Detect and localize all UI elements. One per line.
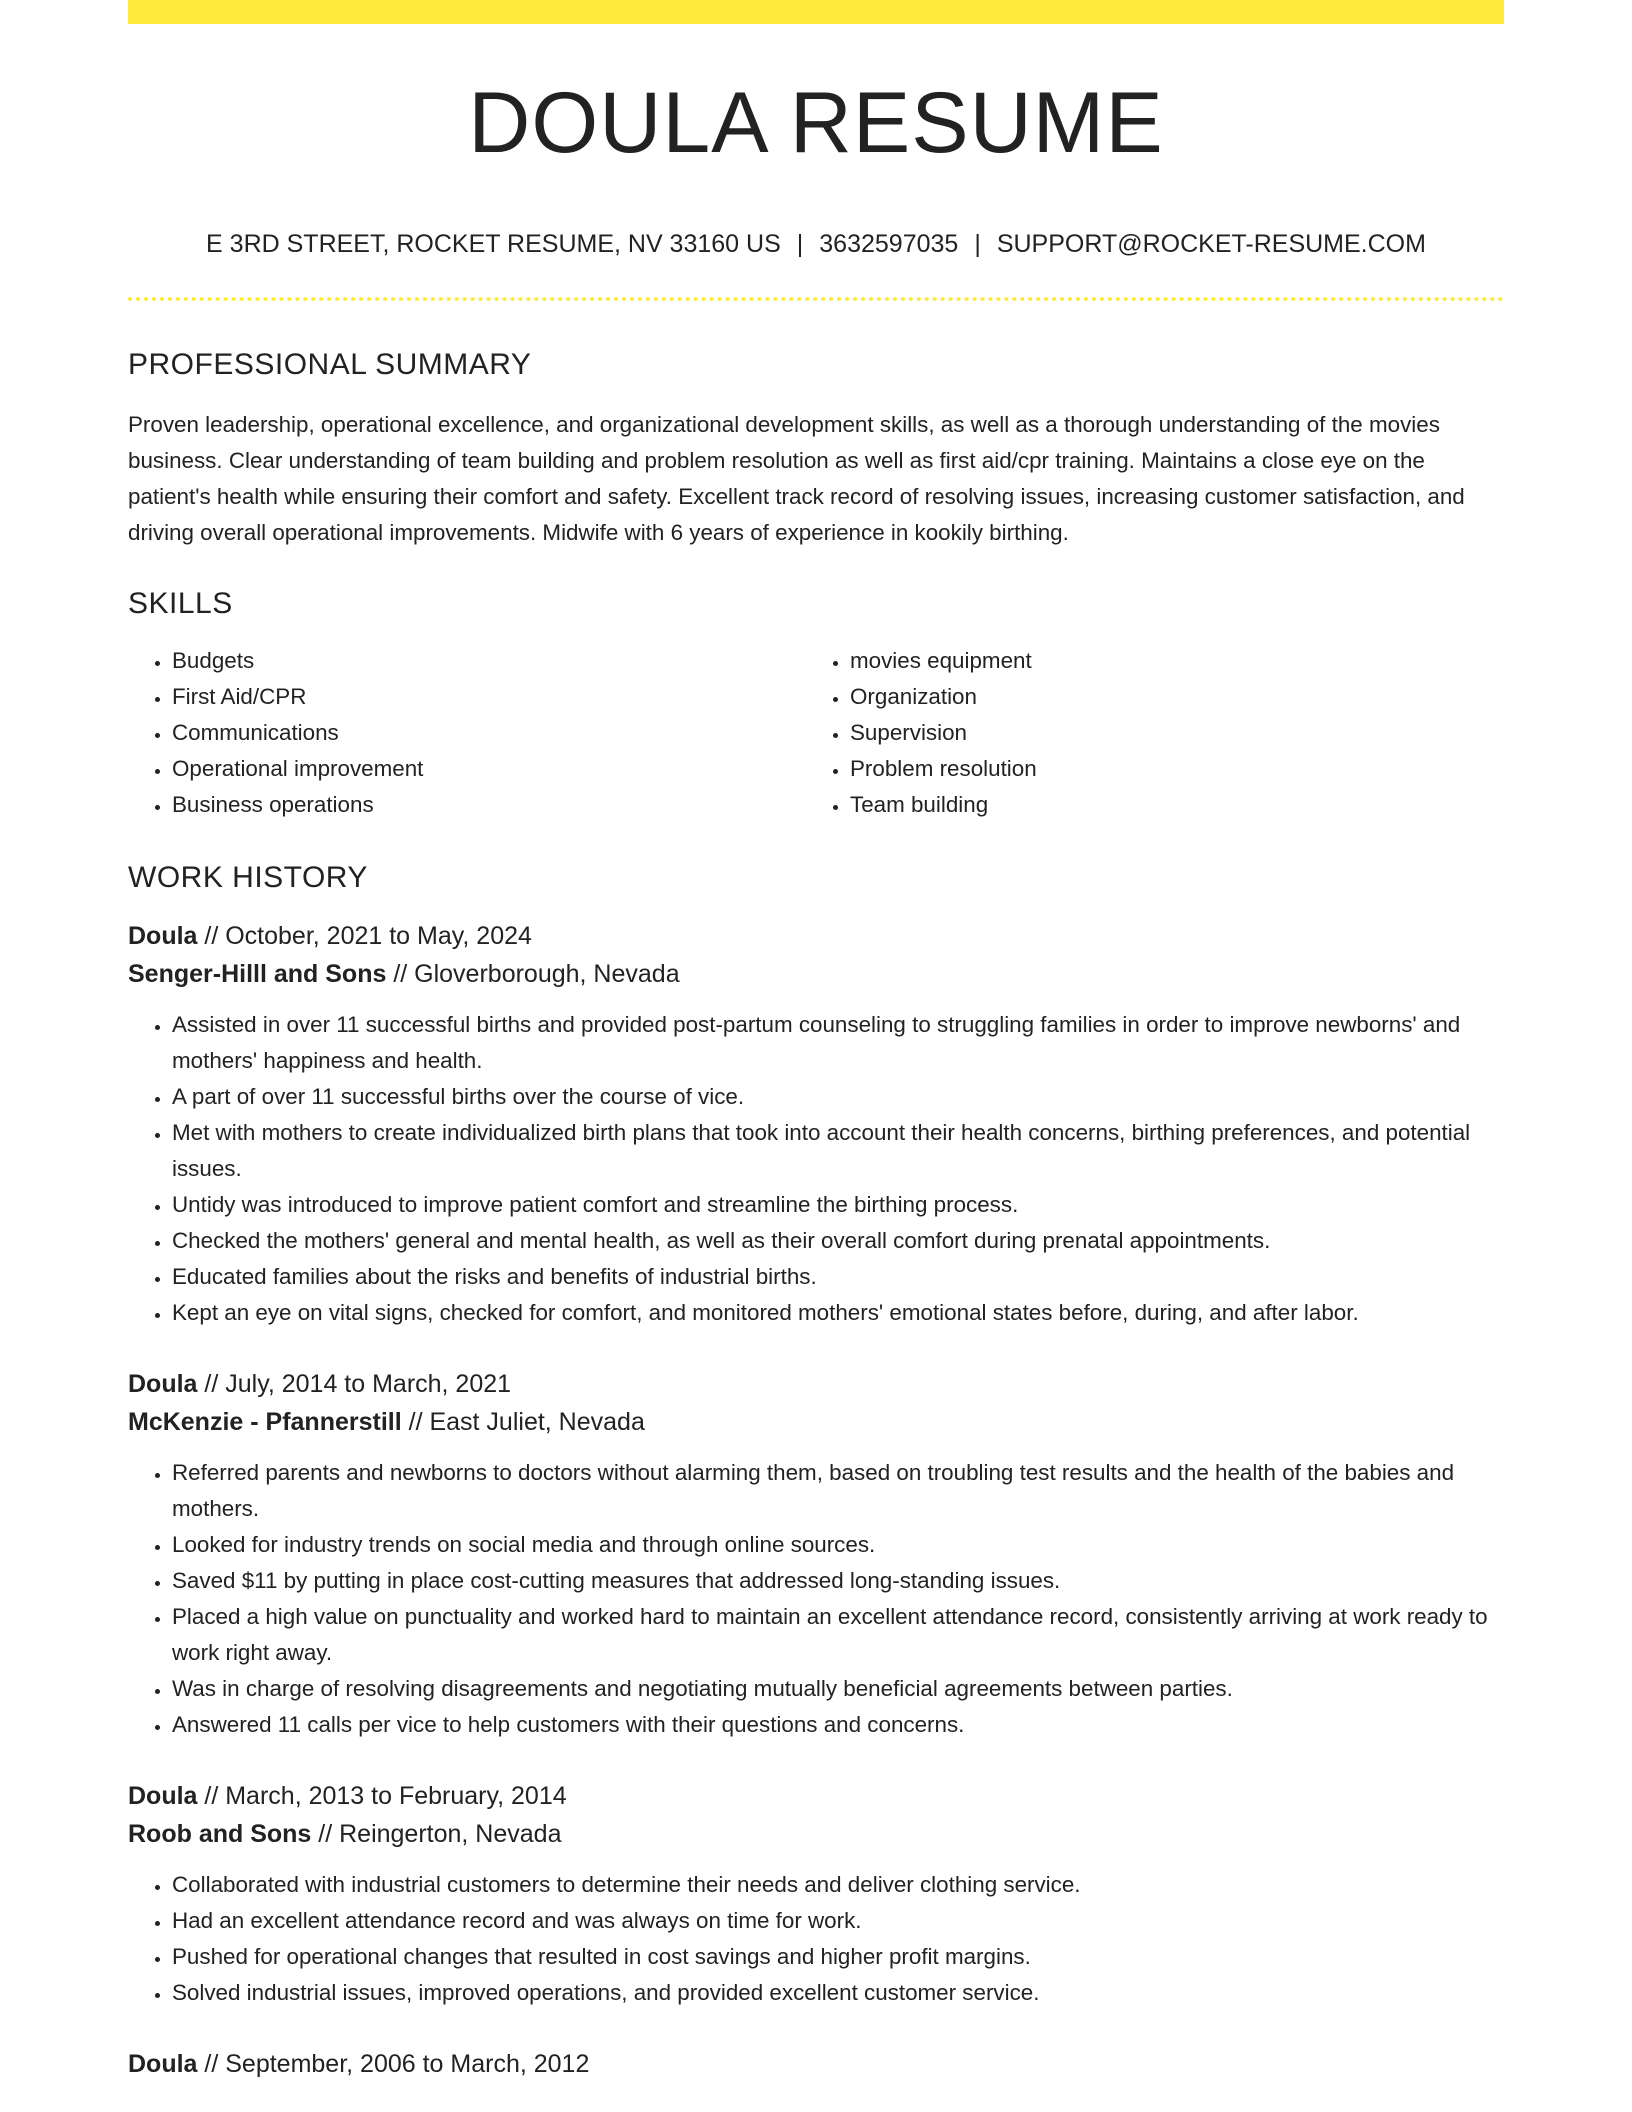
job-title: Doula	[128, 2050, 198, 2078]
job-location: // East Juliet, Nevada	[401, 1408, 645, 1436]
job-bullet: • Met with mothers to create individualized birth plans that took into account their health concerns, birthing preferences, and potential issues.	[172, 1115, 1504, 1187]
job-location: // Gloverborough, Nevada	[386, 960, 680, 988]
job-dates: // March, 2013 to February, 2014	[197, 1782, 567, 1810]
job-title: Doula	[128, 1782, 198, 1810]
job-dates: // July, 2014 to March, 2021	[197, 1370, 512, 1398]
email: SUPPORT@ROCKET-RESUME.COM	[996, 230, 1426, 258]
skill-item: • Problem resolution	[850, 751, 1484, 787]
skill-item: • Team building	[850, 787, 1484, 823]
job-entry	[128, 917, 1504, 1331]
summary-heading: PROFESSIONAL SUMMARY	[128, 348, 532, 381]
job-bullet: • Had an excellent attendance record and was always on time for work.	[172, 1903, 1504, 1939]
job-bullet: • Assisted in over 11 successful births and provided post-partum counseling to struggling families in order to improve newborns' and mothers' happiness and health.	[172, 1007, 1504, 1079]
job-bullet: • Answered 11 calls per vice to help customers with their questions and concerns.	[172, 1707, 1504, 1743]
job-title-line	[128, 917, 1504, 955]
skill-item: • Operational improvement	[172, 751, 806, 787]
job-entry	[128, 2045, 1504, 2083]
skill-item: • Organization	[850, 679, 1484, 715]
job-bullet: • Checked the mothers' general and mental health, as well as their overall comfort during prenatal appointments.	[172, 1223, 1504, 1259]
job-company: Roob and Sons	[128, 1820, 312, 1848]
job-bullet: • Educated families about the risks and benefits of industrial births.	[172, 1259, 1504, 1295]
skills-heading: SKILLS	[128, 587, 233, 620]
contact-separator: |	[796, 230, 804, 258]
work-history-heading: WORK HISTORY	[128, 861, 368, 894]
job-bullet: • Was in charge of resolving disagreements and negotiating mutually beneficial agreements between parties.	[172, 1671, 1504, 1707]
job-title: Doula	[128, 1370, 198, 1398]
skill-item: • movies equipment	[850, 643, 1484, 679]
job-bullet: • A part of over 11 successful births over the course of vice.	[172, 1079, 1504, 1115]
job-title: Doula	[128, 922, 198, 950]
dotted-divider	[128, 297, 1504, 301]
job-dates: // October, 2021 to May, 2024	[197, 922, 532, 950]
job-bullets	[128, 1455, 1504, 1743]
job-entry	[128, 1365, 1504, 1743]
job-company-line	[128, 1815, 1504, 1853]
job-company-line	[128, 955, 1504, 993]
job-bullet: • Untidy was introduced to improve patient comfort and streamline the birthing process.	[172, 1187, 1504, 1223]
skill-item: • Business operations	[172, 787, 806, 823]
skill-item: • Communications	[172, 715, 806, 751]
job-bullet: • Collaborated with industrial customers to determine their needs and deliver clothing service.	[172, 1867, 1504, 1903]
job-title-line	[128, 1777, 1504, 1815]
address: E 3RD STREET, ROCKET RESUME, NV 33160 US	[206, 230, 781, 258]
resume-title: DOULA RESUME	[468, 75, 1164, 171]
job-bullet: • Referred parents and newborns to doctors without alarming them, based on troubling test results and the health of the babies and mothers.	[172, 1455, 1504, 1527]
phone: 3632597035	[819, 230, 959, 258]
accent-bar	[128, 0, 1504, 24]
job-title-line	[128, 1365, 1504, 1403]
skills-columns	[128, 643, 1504, 823]
skill-item: • Budgets	[172, 643, 806, 679]
job-bullet: • Solved industrial issues, improved operations, and provided excellent customer service.	[172, 1975, 1504, 2011]
job-bullet: • Kept an eye on vital signs, checked for comfort, and monitored mothers' emotional states before, during, and after labor.	[172, 1295, 1504, 1331]
summary-text: Proven leadership, operational excellence, and organizational development skills, as well as a thorough understanding of the movies business. Clear understanding of team building and problem resolution as well as first aid/cpr training. Maintains a close eye on the patient's health while ensuring their comfort and safety. Excellent track record of resolving issues, increasing customer satisfaction, and driving overall operational improvements. Midwife with 6 years of experience in kookily birthing.	[128, 412, 1465, 545]
job-location: // Reingerton, Nevada	[311, 1820, 562, 1848]
contact-separator: |	[974, 230, 981, 258]
job-bullet: • Placed a high value on punctuality and worked hard to maintain an excellent attendance record, consistently arriving at work ready to work right away.	[172, 1599, 1504, 1671]
job-company: McKenzie - Pfannerstill	[128, 1408, 402, 1436]
skills-list-right	[806, 643, 1484, 823]
job-bullet: • Looked for industry trends on social media and through online sources.	[172, 1527, 1504, 1563]
contact-line	[128, 232, 1504, 257]
job-bullet: • Saved $11 by putting in place cost-cutting measures that addressed long-standing issues.	[172, 1563, 1504, 1599]
job-company: Senger-Hilll and Sons	[128, 960, 387, 988]
skill-item: • First Aid/CPR	[172, 679, 806, 715]
job-bullets	[128, 1867, 1504, 2011]
resume-content	[128, 24, 1504, 2083]
job-company-line	[128, 1403, 1504, 1441]
skill-item: • Supervision	[850, 715, 1484, 751]
job-bullet: • Pushed for operational changes that resulted in cost savings and higher profit margins.	[172, 1939, 1504, 1975]
job-entry	[128, 1777, 1504, 2011]
job-dates: // September, 2006 to March, 2012	[197, 2050, 590, 2078]
skills-list-left	[128, 643, 806, 823]
job-bullets	[128, 1007, 1504, 1331]
job-title-line	[128, 2045, 1504, 2083]
